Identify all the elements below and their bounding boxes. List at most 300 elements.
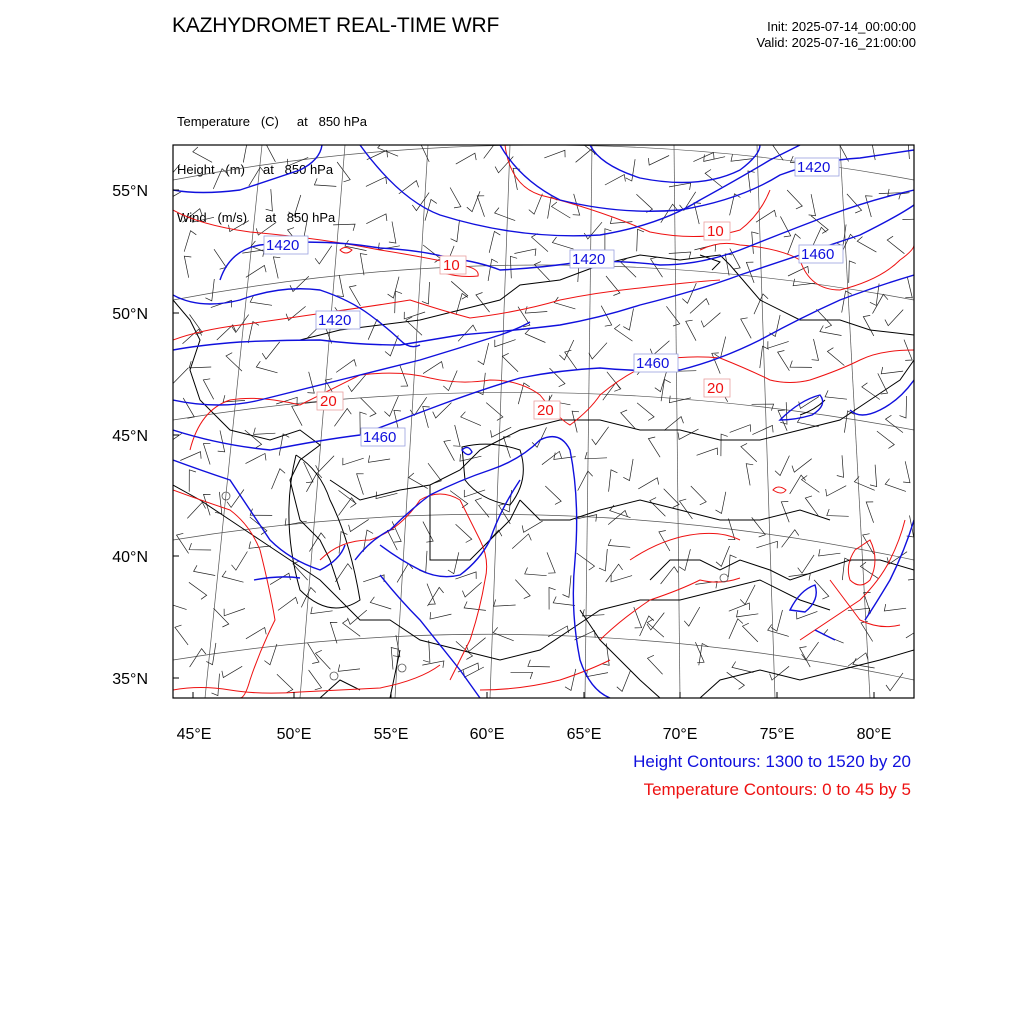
wind-barb (887, 236, 904, 254)
wind-barb (578, 471, 593, 491)
valid-time: Valid: 2025-07-16_21:00:00 (756, 35, 916, 50)
wind-barb (809, 194, 816, 216)
wind-barb (423, 640, 430, 662)
height-label: 1420 (572, 251, 606, 268)
wind-barb (314, 178, 336, 186)
wind-barb (878, 373, 888, 394)
wind-barb (790, 475, 806, 494)
wind-barb (650, 341, 669, 356)
wind-barb (565, 350, 578, 370)
temperature-label: 10 (443, 257, 460, 274)
wind-barb (400, 365, 408, 386)
wind-barb (684, 607, 700, 626)
wind-barb (366, 177, 387, 186)
wind-barb (905, 277, 912, 298)
wind-barb (392, 521, 401, 542)
wind-barb (529, 194, 543, 214)
wind-barb (532, 234, 549, 252)
wind-barb (513, 168, 520, 190)
wind-barb (335, 564, 352, 582)
lat-label: 40°N (112, 549, 148, 566)
wind-barb (608, 511, 627, 525)
wind-barb (285, 518, 307, 525)
wind-barb (462, 582, 481, 597)
wind-barb (265, 141, 275, 162)
height-label: 1420 (797, 159, 831, 176)
wind-barb (605, 229, 612, 251)
wind-barb (862, 383, 880, 400)
wind-barb (780, 402, 787, 424)
wind-barb (740, 585, 755, 605)
wind-barb (732, 662, 753, 673)
wind-barb (884, 604, 906, 611)
wind-barb (554, 453, 576, 460)
wind-barb (877, 431, 894, 448)
temperature-label: 20 (320, 393, 337, 410)
wind-barb (648, 655, 663, 674)
lat-label: 50°N (112, 306, 148, 323)
wind-barb (741, 443, 757, 461)
wind-barb (626, 159, 636, 181)
wind-barb (544, 150, 565, 158)
wind-barb (611, 575, 632, 582)
wind-barb (477, 196, 484, 217)
wind-barb (357, 474, 364, 495)
height-contour-legend: Height Contours: 1300 to 1520 by 20 (633, 752, 911, 771)
map-title: KAZHYDROMET REAL-TIME WRF (172, 14, 500, 37)
wind-barb (754, 294, 768, 314)
wind-barb (287, 157, 308, 166)
wind-barb (870, 465, 877, 487)
wind-barb (553, 597, 575, 606)
wind-barb (825, 390, 847, 399)
wind-barb (361, 398, 377, 417)
wind-barb (214, 608, 229, 627)
temperature-contours (173, 145, 914, 698)
height-label: 1420 (266, 237, 300, 254)
wind-barb (866, 196, 873, 217)
temperature-label: 20 (707, 380, 724, 397)
wind-barb (262, 342, 280, 359)
wind-barb (495, 157, 513, 173)
wind-barb (584, 222, 602, 239)
wind-barb (857, 237, 876, 253)
wind-barb (232, 552, 248, 571)
wind-barb (778, 351, 790, 371)
wind-barb (563, 575, 572, 597)
wind-barb (292, 405, 302, 426)
wind-barb (900, 396, 907, 418)
wind-barb (650, 498, 666, 517)
graticule (173, 145, 914, 698)
wind-barb (655, 371, 667, 392)
wind-barb (175, 625, 188, 645)
wind-barb (827, 509, 849, 516)
wind-barb (651, 257, 663, 277)
wind-barb (752, 425, 773, 434)
wind-barb (820, 326, 842, 336)
wind-barb (289, 195, 301, 216)
wind-barb (716, 492, 726, 514)
wind-barb (315, 246, 332, 264)
wind-barb (307, 372, 314, 393)
wind-barb (388, 277, 399, 298)
wind-barb (495, 208, 516, 221)
wind-barb (609, 470, 618, 492)
wind-barb (308, 643, 319, 663)
temperature-contour-legend: Temperature Contours: 0 to 45 by 5 (643, 780, 911, 799)
wind-barb (515, 580, 530, 599)
wind-barb (214, 249, 226, 269)
height-label: 1420 (318, 312, 352, 329)
height-label: 1460 (636, 355, 670, 372)
lon-label: 80°E (856, 726, 892, 743)
wind-barb (193, 147, 212, 162)
wind-barb (605, 175, 626, 185)
wind-barb (768, 341, 789, 348)
wind-barb (272, 469, 286, 489)
wind-barb (444, 440, 455, 461)
wind-barb (190, 649, 206, 668)
wind-barb (184, 256, 191, 278)
wind-barb (666, 306, 679, 326)
wind-barb (222, 571, 243, 582)
wind-barb (847, 194, 862, 213)
wind-barb (664, 417, 683, 431)
wind-barb (525, 306, 547, 313)
wind-barb (792, 459, 812, 473)
wind-barb (730, 425, 751, 433)
wind-barb (180, 452, 201, 461)
wind-barb (461, 412, 481, 426)
wind-barb (863, 315, 874, 336)
wind-barb (606, 276, 620, 296)
wind-barb (343, 458, 364, 465)
wind-barb (623, 459, 633, 481)
wind-barb (464, 490, 485, 497)
wind-barb (266, 189, 273, 211)
wind-barb (542, 451, 562, 464)
wind-barb (572, 411, 579, 432)
wind-barb (339, 498, 356, 516)
lat-label: 35°N (112, 671, 148, 688)
wind-barb (575, 631, 596, 640)
wind-barb (729, 555, 737, 577)
wind-barb (534, 262, 549, 281)
wind-barb (189, 582, 207, 599)
wind-barb (336, 360, 356, 373)
wind-barb (603, 383, 620, 401)
wind-barb (476, 293, 490, 313)
wind-barb (489, 231, 500, 252)
wind-barb (338, 665, 360, 672)
height-contours (173, 145, 914, 698)
wind-barb (648, 437, 660, 457)
field-height: Height (m) at 850 hPa (177, 162, 334, 177)
wind-barb (488, 259, 498, 281)
wind-barb (712, 353, 720, 374)
wind-barb (423, 362, 443, 374)
field-temperature: Temperature (C) at 850 hPa (177, 114, 368, 129)
wind-barb (827, 348, 844, 366)
wind-barb (450, 188, 461, 208)
wind-barb (623, 308, 633, 330)
wind-barb (552, 202, 571, 218)
wind-barb (366, 214, 387, 224)
wind-barb (849, 261, 856, 283)
temperature-label: 10 (707, 223, 724, 240)
wind-barb (423, 522, 433, 543)
init-time: Init: 2025-07-14_00:00:00 (767, 19, 916, 34)
wind-barb (577, 553, 595, 570)
wind-barb (697, 448, 718, 455)
wind-barb (510, 256, 517, 278)
wind-barb (162, 191, 182, 202)
wind-barb (333, 224, 355, 231)
wind-barb (467, 191, 480, 212)
wind-barb (787, 190, 802, 209)
wind-barb (589, 343, 607, 359)
wind-barb (819, 549, 841, 556)
wind-barb (680, 499, 693, 519)
wind-barb (721, 434, 728, 456)
wind-barb (448, 552, 459, 573)
wind-barb (812, 227, 826, 247)
wind-barb (837, 455, 844, 477)
wind-barb (661, 567, 678, 584)
wind-barb (903, 461, 910, 482)
wind-barb (525, 329, 545, 343)
wind-barb (752, 404, 774, 411)
wind-barb (464, 602, 486, 611)
wind-barb (212, 674, 220, 696)
wind-barb (456, 153, 476, 164)
wind-barb (456, 524, 472, 542)
wind-barb (309, 670, 322, 690)
wind-barb (203, 379, 213, 400)
wind-barb (729, 603, 750, 611)
wind-barb (242, 250, 264, 257)
wind-barb (664, 489, 679, 508)
wind-barb (425, 199, 437, 220)
wind-barb (430, 612, 451, 619)
wind-barb (528, 660, 550, 667)
wind-barb (746, 464, 753, 486)
wind-barb (422, 661, 444, 668)
axis-ticks (173, 190, 874, 698)
wind-barb (360, 254, 367, 276)
height-label: 1460 (363, 429, 397, 446)
wind-barb (669, 183, 691, 190)
wind-barb (279, 434, 289, 456)
temperature-label: 20 (537, 402, 554, 419)
wind-barb (270, 573, 290, 584)
wind-barb (370, 597, 391, 609)
wind-barb (451, 281, 468, 299)
wind-barb (608, 539, 630, 547)
wind-barb (547, 552, 555, 573)
wind-barb (559, 340, 573, 360)
wind-barb (848, 608, 870, 615)
wind-barb (775, 456, 789, 476)
wind-barb (189, 543, 211, 550)
wind-barb (638, 478, 658, 489)
wind-barb (885, 479, 906, 492)
wind-barb (166, 597, 187, 609)
lat-label: 55°N (112, 183, 148, 200)
wind-barb (162, 164, 180, 181)
wind-barb (203, 444, 210, 465)
wind-barb (640, 616, 654, 636)
wind-barb (842, 291, 852, 313)
wind-barb (802, 642, 819, 660)
wind-barb (177, 533, 189, 553)
field-wind: Wind (m/s) at 850 hPa (177, 210, 336, 225)
wind-barb (254, 428, 276, 435)
wind-barb (248, 322, 259, 344)
map-frame (173, 145, 914, 698)
wind-barb (812, 339, 819, 360)
wind-barb (797, 611, 818, 619)
wind-barb (514, 249, 536, 256)
wind-barb (691, 486, 706, 505)
wind-barb (404, 312, 425, 319)
wind-barb (908, 577, 930, 584)
wind-barb (532, 427, 546, 447)
wind-barb (278, 597, 298, 610)
wind-barb (183, 398, 194, 418)
wind-barb (854, 477, 874, 491)
wind-barb (522, 521, 542, 532)
wind-barb (906, 626, 926, 638)
wind-barb (552, 237, 573, 249)
wind-barb (548, 197, 558, 219)
wind-barb (343, 619, 361, 636)
wind-barb (586, 670, 608, 677)
wind-barb (387, 530, 397, 551)
lon-label: 60°E (469, 726, 505, 743)
wind-barb (686, 320, 696, 341)
wind-barb (800, 647, 811, 668)
wind-barb (246, 454, 267, 464)
wind-barb (466, 638, 486, 652)
lon-label: 65°E (566, 726, 602, 743)
wind-barb (701, 313, 720, 327)
wind-barb (502, 353, 518, 372)
wind-barb (250, 296, 272, 305)
wind-barb (725, 254, 732, 276)
wind-barb (205, 279, 214, 301)
wind-barb (389, 222, 396, 244)
wind-barb (484, 141, 501, 159)
wind-barb (790, 361, 812, 368)
wind-barb (187, 502, 205, 518)
wind-barb (575, 515, 597, 522)
wind-barb (881, 367, 903, 374)
wind-barb (511, 672, 533, 679)
wind-barb (798, 555, 814, 573)
wind-barb (866, 502, 873, 523)
wind-barb (637, 229, 644, 251)
wind-barb (802, 476, 820, 493)
wind-barb (737, 610, 759, 617)
lon-label: 70°E (662, 726, 698, 743)
wind-barb (716, 546, 730, 566)
wind-barb (451, 220, 460, 242)
wind-barb (337, 275, 344, 297)
height-label: 1460 (801, 246, 835, 263)
wind-barb (189, 470, 196, 492)
wind-barb (545, 486, 561, 504)
lon-label: 75°E (759, 726, 795, 743)
wind-barb (427, 584, 435, 605)
wind-barb (592, 427, 609, 445)
wind-barb (224, 609, 245, 616)
wind-barb (648, 156, 669, 166)
lat-label: 45°N (112, 428, 148, 445)
borders (173, 255, 914, 698)
wind-barb (277, 674, 293, 693)
wind-barb (885, 310, 903, 326)
wind-barb (422, 282, 430, 304)
wind-barb (908, 137, 915, 159)
wind-barb (194, 565, 216, 575)
station-markers (222, 492, 728, 680)
wind-barb (781, 502, 789, 523)
wind-barb (512, 534, 531, 549)
wind-barb (769, 315, 780, 337)
wind-barb (756, 541, 777, 548)
wind-barb (669, 252, 691, 259)
wind-barb (273, 257, 280, 279)
wind-barb (525, 568, 547, 576)
wind-barb (246, 628, 266, 639)
wind-barb (184, 231, 196, 252)
wind-barb (222, 666, 242, 677)
lon-label: 50°E (276, 726, 312, 743)
wind-barb (690, 299, 709, 314)
wind-barb (853, 658, 875, 668)
wind-barb (495, 340, 516, 347)
wind-barb (599, 549, 607, 571)
wind-barb (334, 409, 351, 427)
wind-barb (349, 519, 369, 531)
wind-barb (771, 140, 784, 160)
wind-barb (256, 361, 277, 373)
wind-barb (232, 315, 249, 333)
wind-barb (478, 343, 489, 365)
wind-barb (218, 430, 225, 452)
wind-barb (873, 294, 889, 313)
wind-barb (729, 619, 743, 639)
wind-barb (549, 588, 556, 610)
wind-barb (617, 671, 631, 691)
wind-barb (397, 564, 413, 583)
wind-barb (494, 600, 516, 607)
wind-barb (715, 337, 726, 358)
wind-barb (886, 415, 904, 432)
wind-barb (741, 318, 752, 339)
wind-barb (384, 396, 398, 416)
wind-barb (339, 490, 357, 507)
wind-barb (636, 194, 652, 212)
lon-label: 55°E (373, 726, 409, 743)
wind-barb (193, 215, 215, 222)
wind-barb (743, 623, 758, 642)
wind-barb (565, 669, 576, 691)
lon-label: 45°E (176, 726, 212, 743)
wind-barb (826, 486, 847, 496)
